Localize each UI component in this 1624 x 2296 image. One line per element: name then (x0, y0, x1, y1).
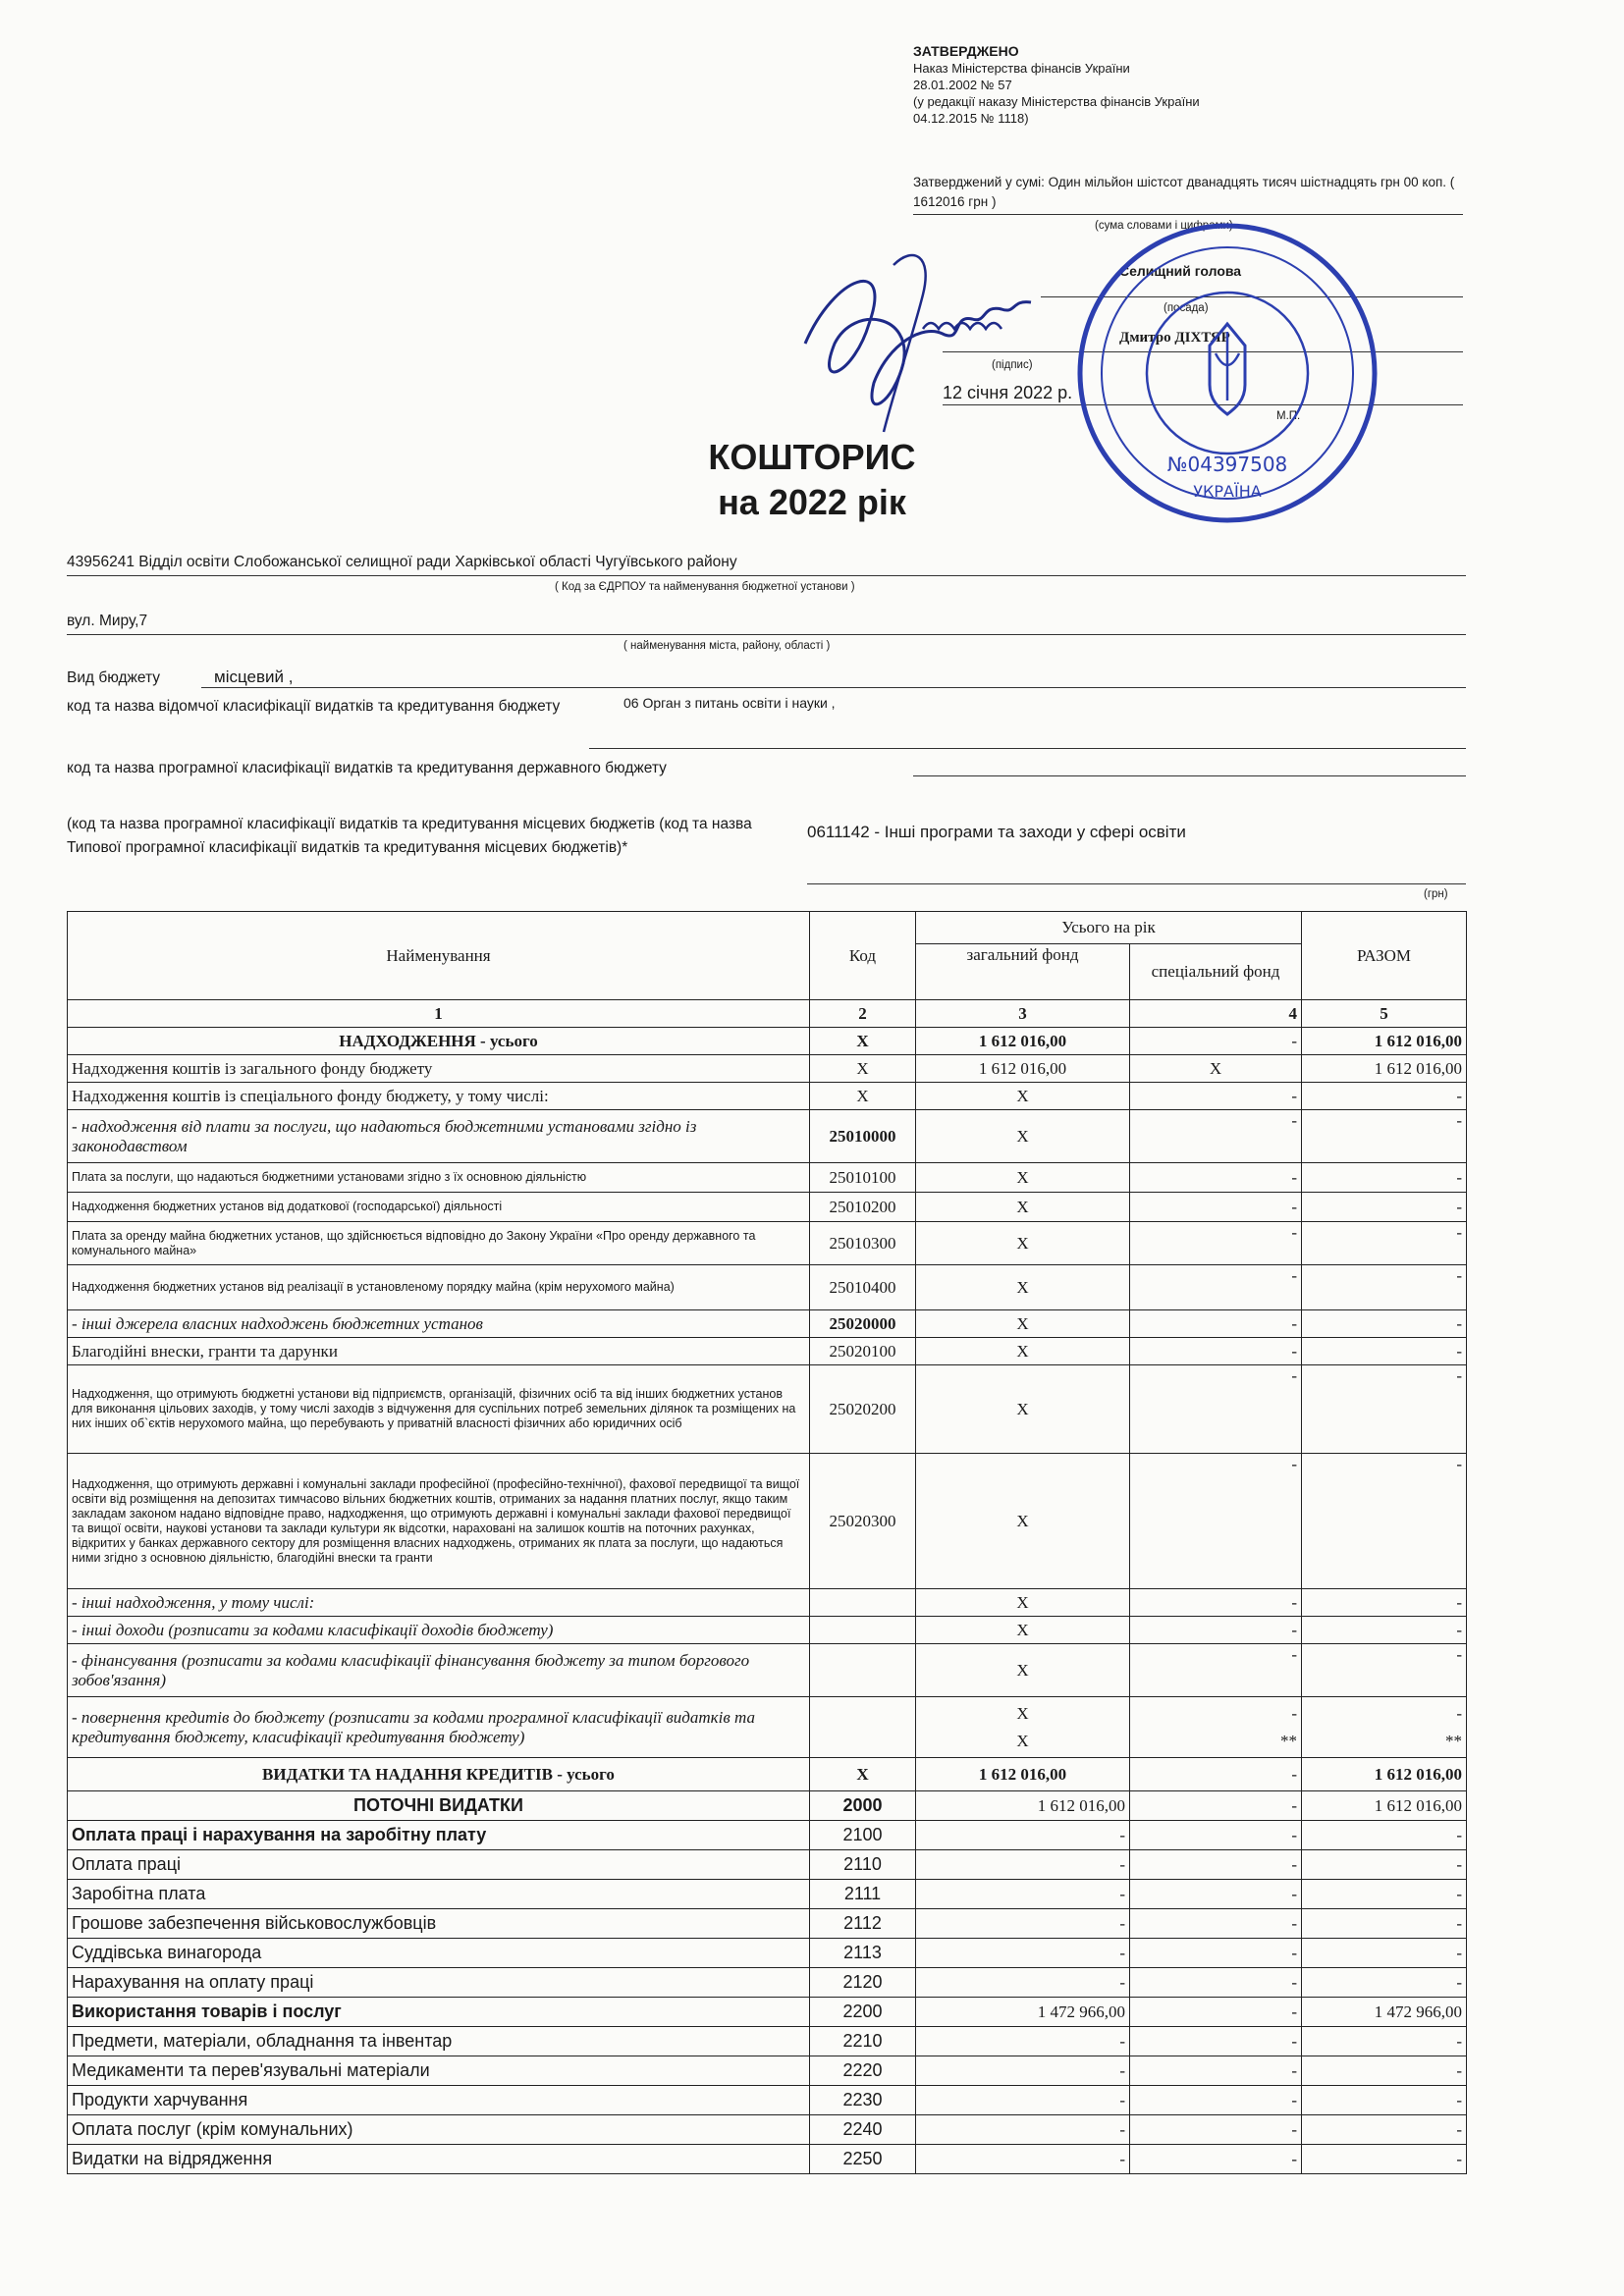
institution-address: вул. Миру,7 (67, 613, 148, 629)
row-total: - (1302, 1454, 1467, 1589)
row-code: X (810, 1758, 916, 1791)
row-general-fund: - (916, 1939, 1130, 1968)
row-total: - (1302, 2145, 1467, 2174)
row-total: - (1302, 1083, 1467, 1110)
table-row (68, 1998, 1467, 2027)
row-general-fund: - (916, 1880, 1130, 1909)
seal-code: №04397508 (1166, 453, 1288, 476)
row-special-fund: - (1130, 1758, 1302, 1791)
row-code: 2250 (810, 2145, 916, 2174)
row-general-fund: - (916, 2115, 1130, 2145)
row-general-fund: X (916, 1617, 1130, 1644)
row-general-fund: X (916, 1338, 1130, 1365)
table-row (68, 1055, 1467, 1083)
row-special-fund: - (1130, 1998, 1302, 2027)
table-row (68, 1222, 1467, 1265)
row-special-fund: - (1130, 1617, 1302, 1644)
row-total: - (1302, 1222, 1467, 1265)
row-special-fund: - (1130, 2056, 1302, 2086)
table-row (68, 1644, 1467, 1697)
row-code (810, 1617, 916, 1644)
row-special-fund (1130, 1697, 1302, 1758)
row-general-fund: X (916, 1222, 1130, 1265)
row-code: 25010300 (810, 1222, 916, 1265)
row-total: - (1302, 1310, 1467, 1338)
colnum: 1 (68, 1000, 810, 1028)
row-code: 2120 (810, 1968, 916, 1998)
row-total: 1 612 016,00 (1302, 1791, 1467, 1821)
row-name: Надходження, що отримують державні і комунальні заклади професійної (професійно-технічної), фахової передвищої та вищої освіти від розміщення на депозитах тимчасово вільних бюджетних коштів, отриманих за надання платних послуг, якщо таким закладам законом надано відповідне право, надходження, що отримують державні і комунальні заклади фахової передвищої та вищої освіти, наукові установи та заклади культури як відсотки, нараховані на залишок коштів на поточних рахунках, відкритих у банках державного сектору для розміщення власних надходжень, отриманих як плата за послуги, що надаються ними згідно з основною діяльністю, благодійні внески та гранти (68, 1454, 810, 1589)
institution-caption: ( Код за ЄДРПОУ та найменування бюджетної установи ) (555, 581, 855, 593)
table-row (68, 2027, 1467, 2056)
row-total: - (1302, 2086, 1467, 2115)
handwritten-signature (776, 236, 1073, 452)
row-general-fund: X (916, 1193, 1130, 1222)
header-name: Найменування (68, 912, 810, 1000)
row-total: - (1302, 1968, 1467, 1998)
row-special-fund-value: - (1291, 1703, 1297, 1723)
institution-name: 43956241 Відділ освіти Слобожанської селищної ради Харківської області Чугуївського району (67, 554, 737, 570)
row-general-fund: - (916, 2086, 1130, 2115)
row-code: 2210 (810, 2027, 916, 2056)
row-special-fund: - (1130, 1968, 1302, 1998)
row-total (1302, 1697, 1467, 1758)
row-code: X (810, 1083, 916, 1110)
approval-line: Наказ Міністерства фінансів України (913, 61, 1130, 76)
row-code: 2100 (810, 1821, 916, 1850)
row-total-value-2: ** (1445, 1731, 1462, 1750)
row-special-fund: - (1130, 2027, 1302, 2056)
row-name: Плата за послуги, що надаються бюджетними установами згідно з їх основною діяльністю (68, 1163, 810, 1193)
row-total: - (1302, 1880, 1467, 1909)
table-row (68, 1850, 1467, 1880)
header-total: Усього на рік (916, 912, 1302, 944)
colnum: 3 (916, 1000, 1130, 1028)
row-special-fund: - (1130, 1310, 1302, 1338)
approval-title: ЗАТВЕРДЖЕНО (913, 43, 1019, 59)
row-total: - (1302, 1850, 1467, 1880)
row-general-fund: 1 612 016,00 (916, 1758, 1130, 1791)
row-code: X (810, 1028, 916, 1055)
row-special-fund: - (1130, 1454, 1302, 1589)
row-general-fund: - (916, 2056, 1130, 2086)
row-general-fund: X (916, 1589, 1130, 1617)
row-name: Видатки на відрядження (68, 2145, 810, 2174)
row-total: - (1302, 1338, 1467, 1365)
table-row (68, 1193, 1467, 1222)
table-row (68, 1454, 1467, 1589)
doc-title-main: КОШТОРИС (708, 437, 916, 477)
approval-line: 28.01.2002 № 57 (913, 78, 1012, 92)
row-name: Продукти харчування (68, 2086, 810, 2115)
row-code: 2112 (810, 1909, 916, 1939)
row-total: - (1302, 1617, 1467, 1644)
row-name: Медикаменти та перев'язувальні матеріали (68, 2056, 810, 2086)
row-total: - (1302, 1909, 1467, 1939)
table-row (68, 1265, 1467, 1310)
row-name: - надходження від плати за послуги, що надаються бюджетними установами згідно із законодавством (68, 1110, 810, 1163)
row-total: 1 612 016,00 (1302, 1055, 1467, 1083)
row-special-fund: - (1130, 1821, 1302, 1850)
row-general-fund: X (916, 1163, 1130, 1193)
row-name: Надходження коштів із загального фонду бюджету (68, 1055, 810, 1083)
table-row (68, 1589, 1467, 1617)
row-name: Оплата праці і нарахування на заробітну плату (68, 1821, 810, 1850)
row-code: 2000 (810, 1791, 916, 1821)
table-row (68, 1909, 1467, 1939)
row-code (810, 1644, 916, 1697)
row-name: Предмети, матеріали, обладнання та інвентар (68, 2027, 810, 2056)
row-special-fund: - (1130, 1338, 1302, 1365)
row-name: - інші джерела власних надходжень бюджетних установ (68, 1310, 810, 1338)
dept-label: код та назва відомчої класифікації видатків та кредитування бюджету (67, 698, 561, 715)
row-name: Суддівська винагорода (68, 1939, 810, 1968)
row-code: 2220 (810, 2056, 916, 2086)
row-total: - (1302, 1821, 1467, 1850)
row-code (810, 1589, 916, 1617)
row-total: - (1302, 1589, 1467, 1617)
row-code: 25010000 (810, 1110, 916, 1163)
row-general-fund: 1 612 016,00 (916, 1028, 1130, 1055)
row-name: - інші надходження, у тому числі: (68, 1589, 810, 1617)
row-code: 2111 (810, 1880, 916, 1909)
table-row (68, 1697, 1467, 1758)
row-total: - (1302, 1163, 1467, 1193)
local-program-label: (код та назва програмної класифікації видатків та кредитування місцевих бюджетів (код та назва Типової програмної класифікації видатків та кредитування місцевих бюджетів)* (67, 816, 752, 856)
row-total: - (1302, 1265, 1467, 1310)
row-general-fund: - (916, 2145, 1130, 2174)
table-row (68, 1617, 1467, 1644)
row-special-fund: - (1130, 1028, 1302, 1055)
address-caption: ( найменування міста, району, області ) (623, 640, 831, 652)
table-row (68, 2145, 1467, 2174)
row-code: 2110 (810, 1850, 916, 1880)
row-total: - (1302, 1644, 1467, 1697)
row-special-fund: - (1130, 1644, 1302, 1697)
local-program-value: 0611142 - Інші програми та заходи у сфері освіти (807, 823, 1186, 841)
dept-value: 06 Орган з питань освіти і науки , (623, 695, 836, 711)
row-general-fund: 1 612 016,00 (916, 1055, 1130, 1083)
row-special-fund: - (1130, 1083, 1302, 1110)
row-general-fund: X (916, 1083, 1130, 1110)
table-row (68, 1791, 1467, 1821)
row-special-fund: - (1130, 1791, 1302, 1821)
table-row (68, 1163, 1467, 1193)
table-row (68, 1338, 1467, 1365)
row-special-fund: - (1130, 2086, 1302, 2115)
colnum: 4 (1130, 1000, 1302, 1028)
row-general-fund: X (916, 1310, 1130, 1338)
row-general-fund: - (916, 1850, 1130, 1880)
row-general-fund: 1 472 966,00 (916, 1998, 1130, 2027)
mp-label: М.П. (1276, 410, 1301, 422)
row-special-fund: - (1130, 1163, 1302, 1193)
approval-block (913, 43, 1200, 127)
row-special-fund: - (1130, 1880, 1302, 1909)
row-total: 1 612 016,00 (1302, 1028, 1467, 1055)
row-name: Надходження бюджетних установ від реалізації в установленому порядку майна (крім нерухомого майна) (68, 1265, 810, 1310)
table-row (68, 1365, 1467, 1454)
row-special-fund: X (1130, 1055, 1302, 1083)
row-general-fund: X (916, 1454, 1130, 1589)
table-row (68, 1310, 1467, 1338)
row-code: 2230 (810, 2086, 916, 2115)
row-general-fund: X (916, 1644, 1130, 1697)
row-general-fund: 1 612 016,00 (916, 1791, 1130, 1821)
row-code: 25020000 (810, 1310, 916, 1338)
row-name: Оплата послуг (крім комунальних) (68, 2115, 810, 2145)
row-name: - повернення кредитів до бюджету (розписати за кодами програмної класифікації видатків та кредитування бюджету, класифікації кредитування бюджету) (68, 1697, 810, 1758)
row-general-fund: - (916, 1968, 1130, 1998)
row-general-fund: - (916, 1821, 1130, 1850)
row-code: 25010400 (810, 1265, 916, 1310)
row-special-fund: - (1130, 1265, 1302, 1310)
table-row (68, 1939, 1467, 1968)
row-name: Нарахування на оплату праці (68, 1968, 810, 1998)
row-code (810, 1697, 916, 1758)
header-general-fund: загальний фонд (916, 944, 1130, 1000)
table-row (68, 1083, 1467, 1110)
row-name: Благодійні внески, гранти та дарунки (68, 1338, 810, 1365)
row-special-fund: - (1130, 1909, 1302, 1939)
row-code: 2240 (810, 2115, 916, 2145)
doc-title (0, 435, 1624, 525)
row-code: 25010100 (810, 1163, 916, 1193)
table-row (68, 2086, 1467, 2115)
row-name: НАДХОДЖЕННЯ - усього (68, 1028, 810, 1055)
table-row (68, 2115, 1467, 2145)
row-general-fund: X (916, 1265, 1130, 1310)
row-name: ПОТОЧНІ ВИДАТКИ (68, 1791, 810, 1821)
approved-sum: Затверджений у сумі: Один мільйон шістсот дванадцять тисяч шістнадцять грн 00 коп. ( 1612016 грн ) (913, 175, 1455, 209)
table-row (68, 2056, 1467, 2086)
header-special-fund: спеціальний фонд (1130, 944, 1302, 1000)
table-row (68, 1821, 1467, 1850)
row-special-fund: - (1130, 1589, 1302, 1617)
row-name: Надходження, що отримують бюджетні установи від підприємств, організацій, фізичних осіб та від інших бюджетних установ для виконання цільових заходів, у тому числі заходів з відчуження для суспільних потреб земельних ділянок та розміщених на них інших об`єктів нерухомого майна, що перебувають у приватній власності фізичних або юридичних осіб (68, 1365, 810, 1454)
row-code: 25010200 (810, 1193, 916, 1222)
row-total: - (1302, 1939, 1467, 1968)
row-special-fund: - (1130, 1193, 1302, 1222)
row-total-value: - (1456, 1703, 1462, 1723)
header-code: Код (810, 912, 916, 1000)
row-name: - інші доходи (розписати за кодами класифікації доходів бюджету) (68, 1617, 810, 1644)
program-label: код та назва програмної класифікації видатків та кредитування державного бюджету (67, 760, 667, 776)
row-name: Заробітна плата (68, 1880, 810, 1909)
row-special-fund: - (1130, 1222, 1302, 1265)
approval-line: 04.12.2015 № 1118) (913, 111, 1029, 126)
row-general-fund (916, 1697, 1130, 1758)
row-general-fund: - (916, 1909, 1130, 1939)
sum-caption: (сума словами і цифрами) (1095, 220, 1233, 232)
row-code: 25020300 (810, 1454, 916, 1589)
row-total: - (1302, 1365, 1467, 1454)
row-name: ВИДАТКИ ТА НАДАННЯ КРЕДИТІВ - усього (68, 1758, 810, 1791)
row-code: 2200 (810, 1998, 916, 2027)
row-special-fund-value-2: ** (1280, 1731, 1297, 1750)
row-total: 1 612 016,00 (1302, 1758, 1467, 1791)
budget-type: місцевий , (214, 667, 294, 686)
row-special-fund: - (1130, 1110, 1302, 1163)
row-code: 25020200 (810, 1365, 916, 1454)
table-row (68, 1968, 1467, 1998)
row-name: Оплата праці (68, 1850, 810, 1880)
row-total: - (1302, 2056, 1467, 2086)
budget-type-label: Вид бюджету (67, 669, 161, 686)
header-sum: РАЗОМ (1302, 912, 1467, 1000)
row-special-fund: - (1130, 2145, 1302, 2174)
table-row (68, 1028, 1467, 1055)
row-code: X (810, 1055, 916, 1083)
row-total: - (1302, 1193, 1467, 1222)
row-special-fund: - (1130, 1850, 1302, 1880)
estimate-table (67, 911, 1467, 2174)
row-total: - (1302, 1110, 1467, 1163)
row-special-fund: - (1130, 1365, 1302, 1454)
row-general-fund-value: X (1016, 1703, 1029, 1723)
unit-label: (грн) (1424, 888, 1448, 900)
row-general-fund: X (916, 1365, 1130, 1454)
row-special-fund: - (1130, 2115, 1302, 2145)
approval-date: 12 січня 2022 р. (943, 383, 1073, 402)
row-name: Використання товарів і послуг (68, 1998, 810, 2027)
row-total: 1 472 966,00 (1302, 1998, 1467, 2027)
row-name: Плата за оренду майна бюджетних установ, що здійснюється відповідно до Закону України «Про оренду державного та комунального майна» (68, 1222, 810, 1265)
seal-country: УКРАЇНА (1193, 482, 1262, 501)
row-name: Грошове забезпечення військовослужбовців (68, 1909, 810, 1939)
signature-caption: (підпис) (992, 359, 1033, 371)
row-general-fund: X (916, 1110, 1130, 1163)
colnum: 5 (1302, 1000, 1467, 1028)
row-code: 2113 (810, 1939, 916, 1968)
doc-title-year: на 2022 рік (718, 482, 906, 522)
row-general-fund-value-2: X (1016, 1731, 1029, 1750)
colnum: 2 (810, 1000, 916, 1028)
position: Селищний голова (1119, 263, 1242, 279)
head-name: Дмитро ДІХТЯР (1119, 330, 1230, 346)
approval-line: (у редакції наказу Міністерства фінансів України (913, 94, 1200, 109)
position-caption: (посада) (1164, 302, 1209, 314)
row-code: 25020100 (810, 1338, 916, 1365)
table-row (68, 1758, 1467, 1791)
row-name: Надходження бюджетних установ від додаткової (господарської) діяльності (68, 1193, 810, 1222)
row-special-fund: - (1130, 1939, 1302, 1968)
table-row (68, 1880, 1467, 1909)
row-name: - фінансування (розписати за кодами класифікації фінансування бюджету за типом боргового зобов'язання) (68, 1644, 810, 1697)
row-total: - (1302, 2027, 1467, 2056)
row-general-fund: - (916, 2027, 1130, 2056)
table-row (68, 1110, 1467, 1163)
row-name: Надходження коштів із спеціального фонду бюджету, у тому числі: (68, 1083, 810, 1110)
row-total: - (1302, 2115, 1467, 2145)
